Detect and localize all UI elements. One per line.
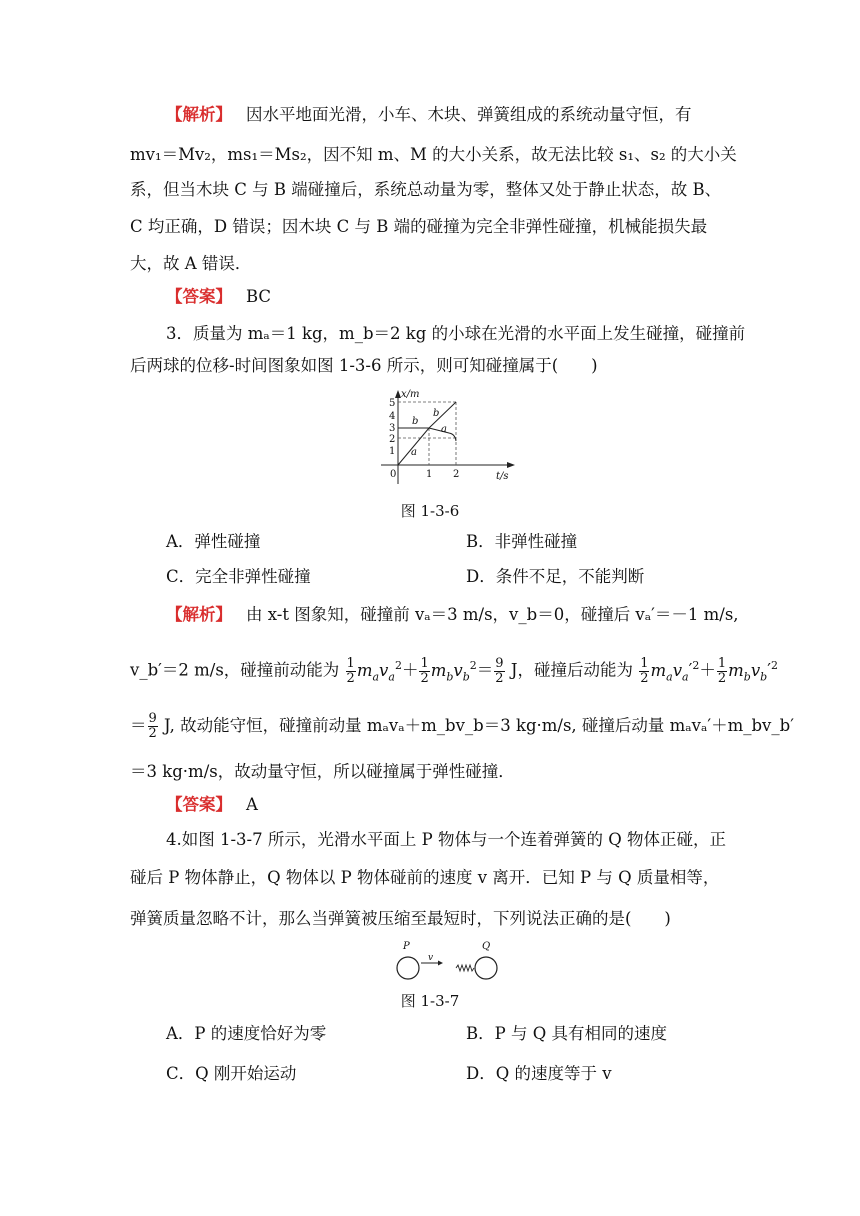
ball-q (475, 957, 497, 979)
origin-label: 0 (390, 469, 397, 480)
ball-p (397, 957, 419, 979)
ytick-4: 4 (389, 411, 396, 422)
q4-option-c: C．Q 刚开始运动 (166, 1064, 297, 1083)
spring (456, 965, 474, 971)
label-b-after: b (433, 408, 440, 419)
q3-option-d: D．条件不足，不能判断 (466, 567, 645, 586)
ytick-5: 5 (389, 398, 396, 409)
q3-analysis-line-4: ＝3 kg·m/s，故动量守恒，所以碰撞属于弹性碰撞． (130, 762, 515, 781)
figure-caption-1-3-6: 图 1-3-6 (400, 502, 460, 520)
q3-stem-line-1: 3．质量为 mₐ＝1 kg，m_b＝2 kg 的小球在光滑的水平面上发生碰撞，碰撞前 (166, 324, 746, 343)
q4-stem-line-2: 碰后 P 物体静止，Q 物体以 P 物体碰前的速度 v 离开．已知 P 与 Q 质量相等， (130, 868, 720, 887)
q4-stem-line-3: 弹簧质量忽略不计，那么当弹簧被压缩至最短时，下列说法正确的是( ) (130, 909, 671, 928)
answer-tag: 【答案】 (166, 287, 232, 306)
q3-option-b: B．非弹性碰撞 (466, 532, 578, 551)
ytick-1: 1 (389, 446, 396, 457)
figure-caption-1-3-7: 图 1-3-7 (400, 992, 460, 1010)
y-axis-label: x/m (401, 389, 420, 400)
q4-option-d: D．Q 的速度等于 v (466, 1064, 612, 1083)
label-b-before: b (412, 416, 419, 427)
q4-option-b: B．P 与 Q 具有相同的速度 (466, 1024, 667, 1043)
q3-stem-line-2: 后两球的位移-时间图象如图 1-3-6 所示，则可知碰撞属于( ) (130, 356, 598, 375)
q4-stem-line-1: 4.如图 1-3-7 所示，光滑水平面上 P 物体与一个连着弹簧的 Q 物体正碰，正 (166, 830, 726, 849)
analysis-tag: 【解析】 (166, 105, 232, 124)
xtick-2: 2 (453, 469, 460, 480)
q2-analysis-line-4: C 均正确，D 错误；因木块 C 与 B 端的碰撞为完全非弹性碰撞，机械能损失最 (130, 217, 708, 236)
label-v: v (428, 953, 434, 963)
label-p: P (403, 941, 410, 952)
xt-graph-figure (375, 388, 525, 490)
ytick-2: 2 (389, 434, 396, 445)
q2-analysis-line-2: mv₁＝Mv₂，ms₁＝Ms₂，因不知 m、M 的大小关系，故无法比较 s₁、s₂ 的大小关 (130, 145, 737, 164)
q3-analysis-line-2: v_b′＝2 m/s，碰撞前动能为 $\frac{1}{2}$ $m_av_a^2+$ $\frac{1}{2}$ $m_bv_b^2=$ $\frac{9}{2}$ J，碰撞后动能为 $\frac{1}{2}$ $m_av_a'^2+$ $\frac{1}{2}$ $m_bv_b'^2$ (130, 655, 778, 686)
ytick-3: 3 (389, 423, 396, 434)
q3-analysis-line-1: 【解析】 由 x-t 图象知，碰撞前 vₐ＝3 m/s，v_b＝0，碰撞后 vₐ′＝－1 m/s, (166, 605, 739, 624)
collision-figure (390, 938, 505, 986)
xtick-1: 1 (426, 469, 433, 480)
answer-tag: 【答案】 (166, 795, 232, 814)
q3-option-c: C．完全非弹性碰撞 (166, 567, 311, 586)
q2-analysis-line-1: 【解析】 因水平地面光滑，小车、木块、弹簧组成的系统动量守恒，有 (166, 105, 692, 124)
q2-analysis-line-5: 大，故 A 错误． (130, 254, 252, 273)
q3-answer: 【答案】 A (166, 795, 258, 814)
q2-answer: 【答案】 BC (166, 287, 272, 306)
analysis-tag: 【解析】 (166, 605, 232, 624)
x-axis-label: t/s (496, 471, 509, 482)
label-a-before: a (411, 447, 417, 458)
label-a-after: a (441, 424, 447, 435)
q3-analysis-line-3: ＝ $\frac{9}{2}$ J, 故动能守恒，碰撞前动量 mₐvₐ＋m_bv_b＝3 kg·m/s, 碰撞后动量 mₐvₐ′＋m_bv_b′ (130, 711, 794, 741)
label-q: Q (482, 941, 491, 952)
q2-analysis-line-3: 系，但当木块 C 与 B 端碰撞后，系统总动量为零，整体又处于静止状态，故 B、 (130, 180, 722, 199)
q3-option-a: A．弹性碰撞 (166, 532, 261, 551)
q4-option-a: A．P 的速度恰好为零 (166, 1024, 327, 1043)
